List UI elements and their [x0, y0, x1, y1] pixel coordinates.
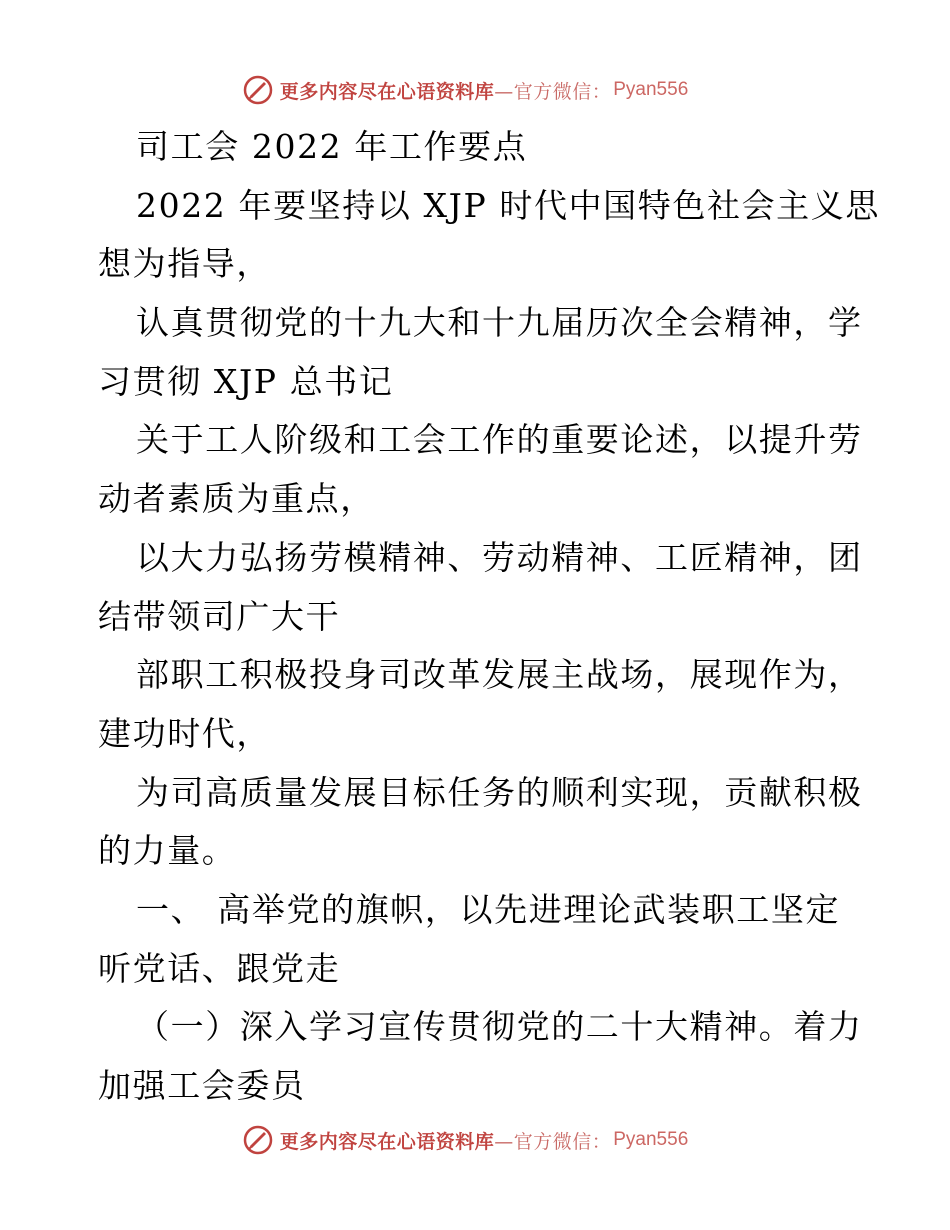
document-body: [98, 118, 880, 1116]
doc-line: 认真贯彻党的十九大和十九届历次全会精神，学: [136, 303, 863, 343]
doc-line: 结带领司广大干: [98, 596, 341, 636]
doc-line: 想为指导，: [98, 244, 271, 284]
doc-line: 2022 年要坚持以 XJP 时代中国特色社会主义思: [136, 185, 880, 225]
doc-line: 听党话、跟党走: [98, 948, 341, 988]
doc-line: （一）深入学习宣传贯彻党的二十大精神。着力: [136, 1007, 863, 1047]
watermark-text: 更多内容尽在心语资料库—官方微信：: [279, 1130, 612, 1153]
doc-line: 司工会 2022 年工作要点: [136, 127, 528, 166]
doc-line: 为司高质量发展目标任务的顺利实现，贡献积极: [136, 772, 863, 812]
quill-seal-icon: [242, 74, 274, 106]
quill-seal-icon: [242, 1124, 274, 1156]
watermark-handle: Pyan556: [613, 79, 689, 100]
doc-line: 部职工积极投身司改革发展主战场，展现作为，: [136, 655, 863, 695]
watermark-banner-bottom: [0, 1120, 950, 1160]
doc-line: 的力量。: [98, 831, 237, 871]
watermark-handle: Pyan556: [613, 1129, 689, 1150]
doc-line: 动者素质为重点，: [98, 479, 375, 519]
doc-line: 加强工会委员: [98, 1066, 306, 1105]
watermark-text: 更多内容尽在心语资料库—官方微信：: [279, 80, 612, 103]
doc-line: 关于工人阶级和工会工作的重要论述，以提升劳: [136, 420, 863, 460]
watermark-banner-top: [0, 70, 950, 110]
doc-line: 习贯彻 XJP 总书记: [98, 361, 394, 401]
doc-line: 以大力弘扬劳模精神、劳动精神、工匠精神，团: [136, 537, 863, 577]
doc-line: 一、 高举党的旗帜，以先进理论武装职工坚定: [136, 889, 841, 929]
doc-line: 建功时代，: [98, 713, 271, 753]
